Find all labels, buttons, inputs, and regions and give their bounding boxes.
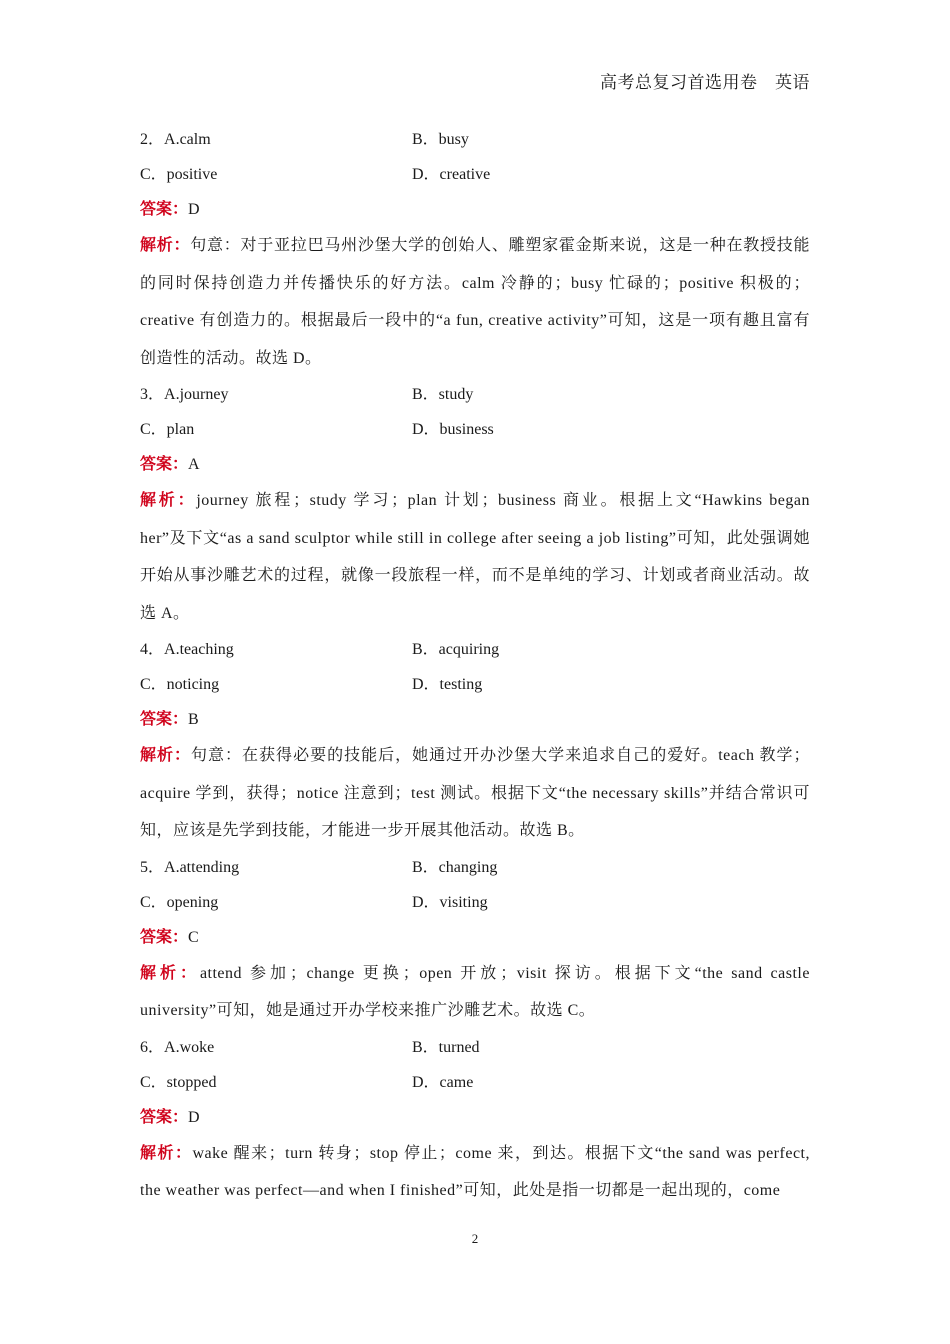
option-c: C．opening	[140, 893, 219, 911]
options-row	[140, 885, 810, 920]
answer-label: 答案：	[140, 711, 189, 728]
option-c: C．plan	[140, 421, 195, 438]
analysis-label: 解析：	[140, 237, 191, 254]
page-number: 2	[471, 1231, 479, 1246]
analysis-text: 句意：对于亚拉巴马州沙堡大学的创始人、雕塑家霍金斯来说，这是一种在教授技能的同时保持创造力并传播快乐的好方法。calm 冷静的；busy 忙碌的；positive 积极的；creative 有创造力的。根据最后一段中的“a fun, creative activity”可知，这是一项有趣且富有创造性的活动。故选 D。	[140, 237, 810, 367]
option-a: 3．A.journey	[140, 386, 229, 403]
answer-label: 答案：	[140, 201, 189, 218]
option-b: B．turned	[412, 1038, 480, 1056]
answer-line	[140, 447, 810, 482]
option-b: B．busy	[412, 131, 469, 148]
page-header: 高考总复习首选用卷 英语	[600, 73, 810, 92]
options-row	[140, 157, 810, 192]
answer-value: C	[188, 928, 199, 946]
answer-line	[140, 702, 810, 737]
options-row	[140, 122, 810, 157]
option-c: C．positive	[140, 166, 218, 183]
answer-label: 答案：	[140, 1108, 189, 1126]
answer-value: D	[188, 201, 200, 218]
analysis-paragraph	[140, 955, 810, 1030]
option-a: 2．A.calm	[140, 131, 211, 148]
question-block	[140, 850, 810, 1030]
answer-label: 答案：	[140, 928, 189, 946]
analysis-text: 句意：在获得必要的技能后，她通过开办沙堡大学来追求自己的爱好。teach 教学；acquire 学到，获得；notice 注意到；test 测试。根据下文“the necessary skills”并结合常识可知，应该是先学到技能，才能进一步开展其他活动。故选 B。	[140, 747, 810, 839]
question-block	[140, 1030, 810, 1210]
answer-line	[140, 192, 810, 227]
options-row	[140, 377, 810, 412]
answer-value: A	[188, 456, 200, 473]
analysis-label: 解析：	[140, 747, 192, 764]
question-block	[140, 377, 810, 632]
option-a: 6．A.woke	[140, 1038, 215, 1056]
option-c: C．noticing	[140, 676, 220, 693]
analysis-paragraph	[140, 482, 810, 632]
options-row	[140, 632, 810, 667]
option-c: C．stopped	[140, 1073, 217, 1091]
option-b: B．acquiring	[412, 641, 500, 658]
answer-label: 答案：	[140, 456, 189, 473]
option-b: B．study	[412, 386, 474, 403]
analysis-label: 解析：	[140, 1144, 193, 1162]
option-b: B．changing	[412, 858, 498, 876]
options-row	[140, 1030, 810, 1065]
option-d: D．testing	[412, 676, 483, 693]
options-row	[140, 412, 810, 447]
answer-value: B	[188, 711, 199, 728]
option-a: 4．A.teaching	[140, 641, 234, 658]
question-block	[140, 122, 810, 377]
document-body	[140, 122, 810, 1210]
analysis-paragraph	[140, 227, 810, 377]
option-d: D．business	[412, 421, 494, 438]
analysis-text: wake 醒来；turn 转身；stop 停止；come 来，到达。根据下文“the sand was perfect, the weather was perfect—and when I finished”可知，此处是指一切都是一起出现的，come	[140, 1144, 810, 1199]
analysis-paragraph	[140, 1135, 810, 1210]
option-d: D．visiting	[412, 893, 488, 911]
analysis-paragraph	[140, 737, 810, 850]
answer-value: D	[188, 1108, 200, 1126]
option-d: D．creative	[412, 166, 491, 183]
options-row	[140, 667, 810, 702]
analysis-label: 解析：	[140, 492, 197, 509]
options-row	[140, 1065, 810, 1100]
answer-line	[140, 920, 810, 955]
option-d: D．came	[412, 1073, 474, 1091]
analysis-text: journey 旅程；study 学习；plan 计划；business 商业。根据上文“Hawkins began her”及下文“as a sand sculptor while still in college after seeing a job listing”可知，此处强调她开始从事沙雕艺术的过程，就像一段旅程一样，而不是单纯的学习、计划或者商业活动。故选 A。	[140, 492, 810, 622]
question-block	[140, 632, 810, 850]
analysis-text: attend 参加；change 更换；open 开放；visit 探访。根据下文“the sand castle university”可知，她是通过开办学校来推广沙雕艺术。故选 C。	[140, 964, 810, 1019]
analysis-label: 解析：	[140, 964, 200, 982]
option-a: 5．A.attending	[140, 858, 240, 876]
answer-line	[140, 1100, 810, 1135]
options-row	[140, 850, 810, 885]
